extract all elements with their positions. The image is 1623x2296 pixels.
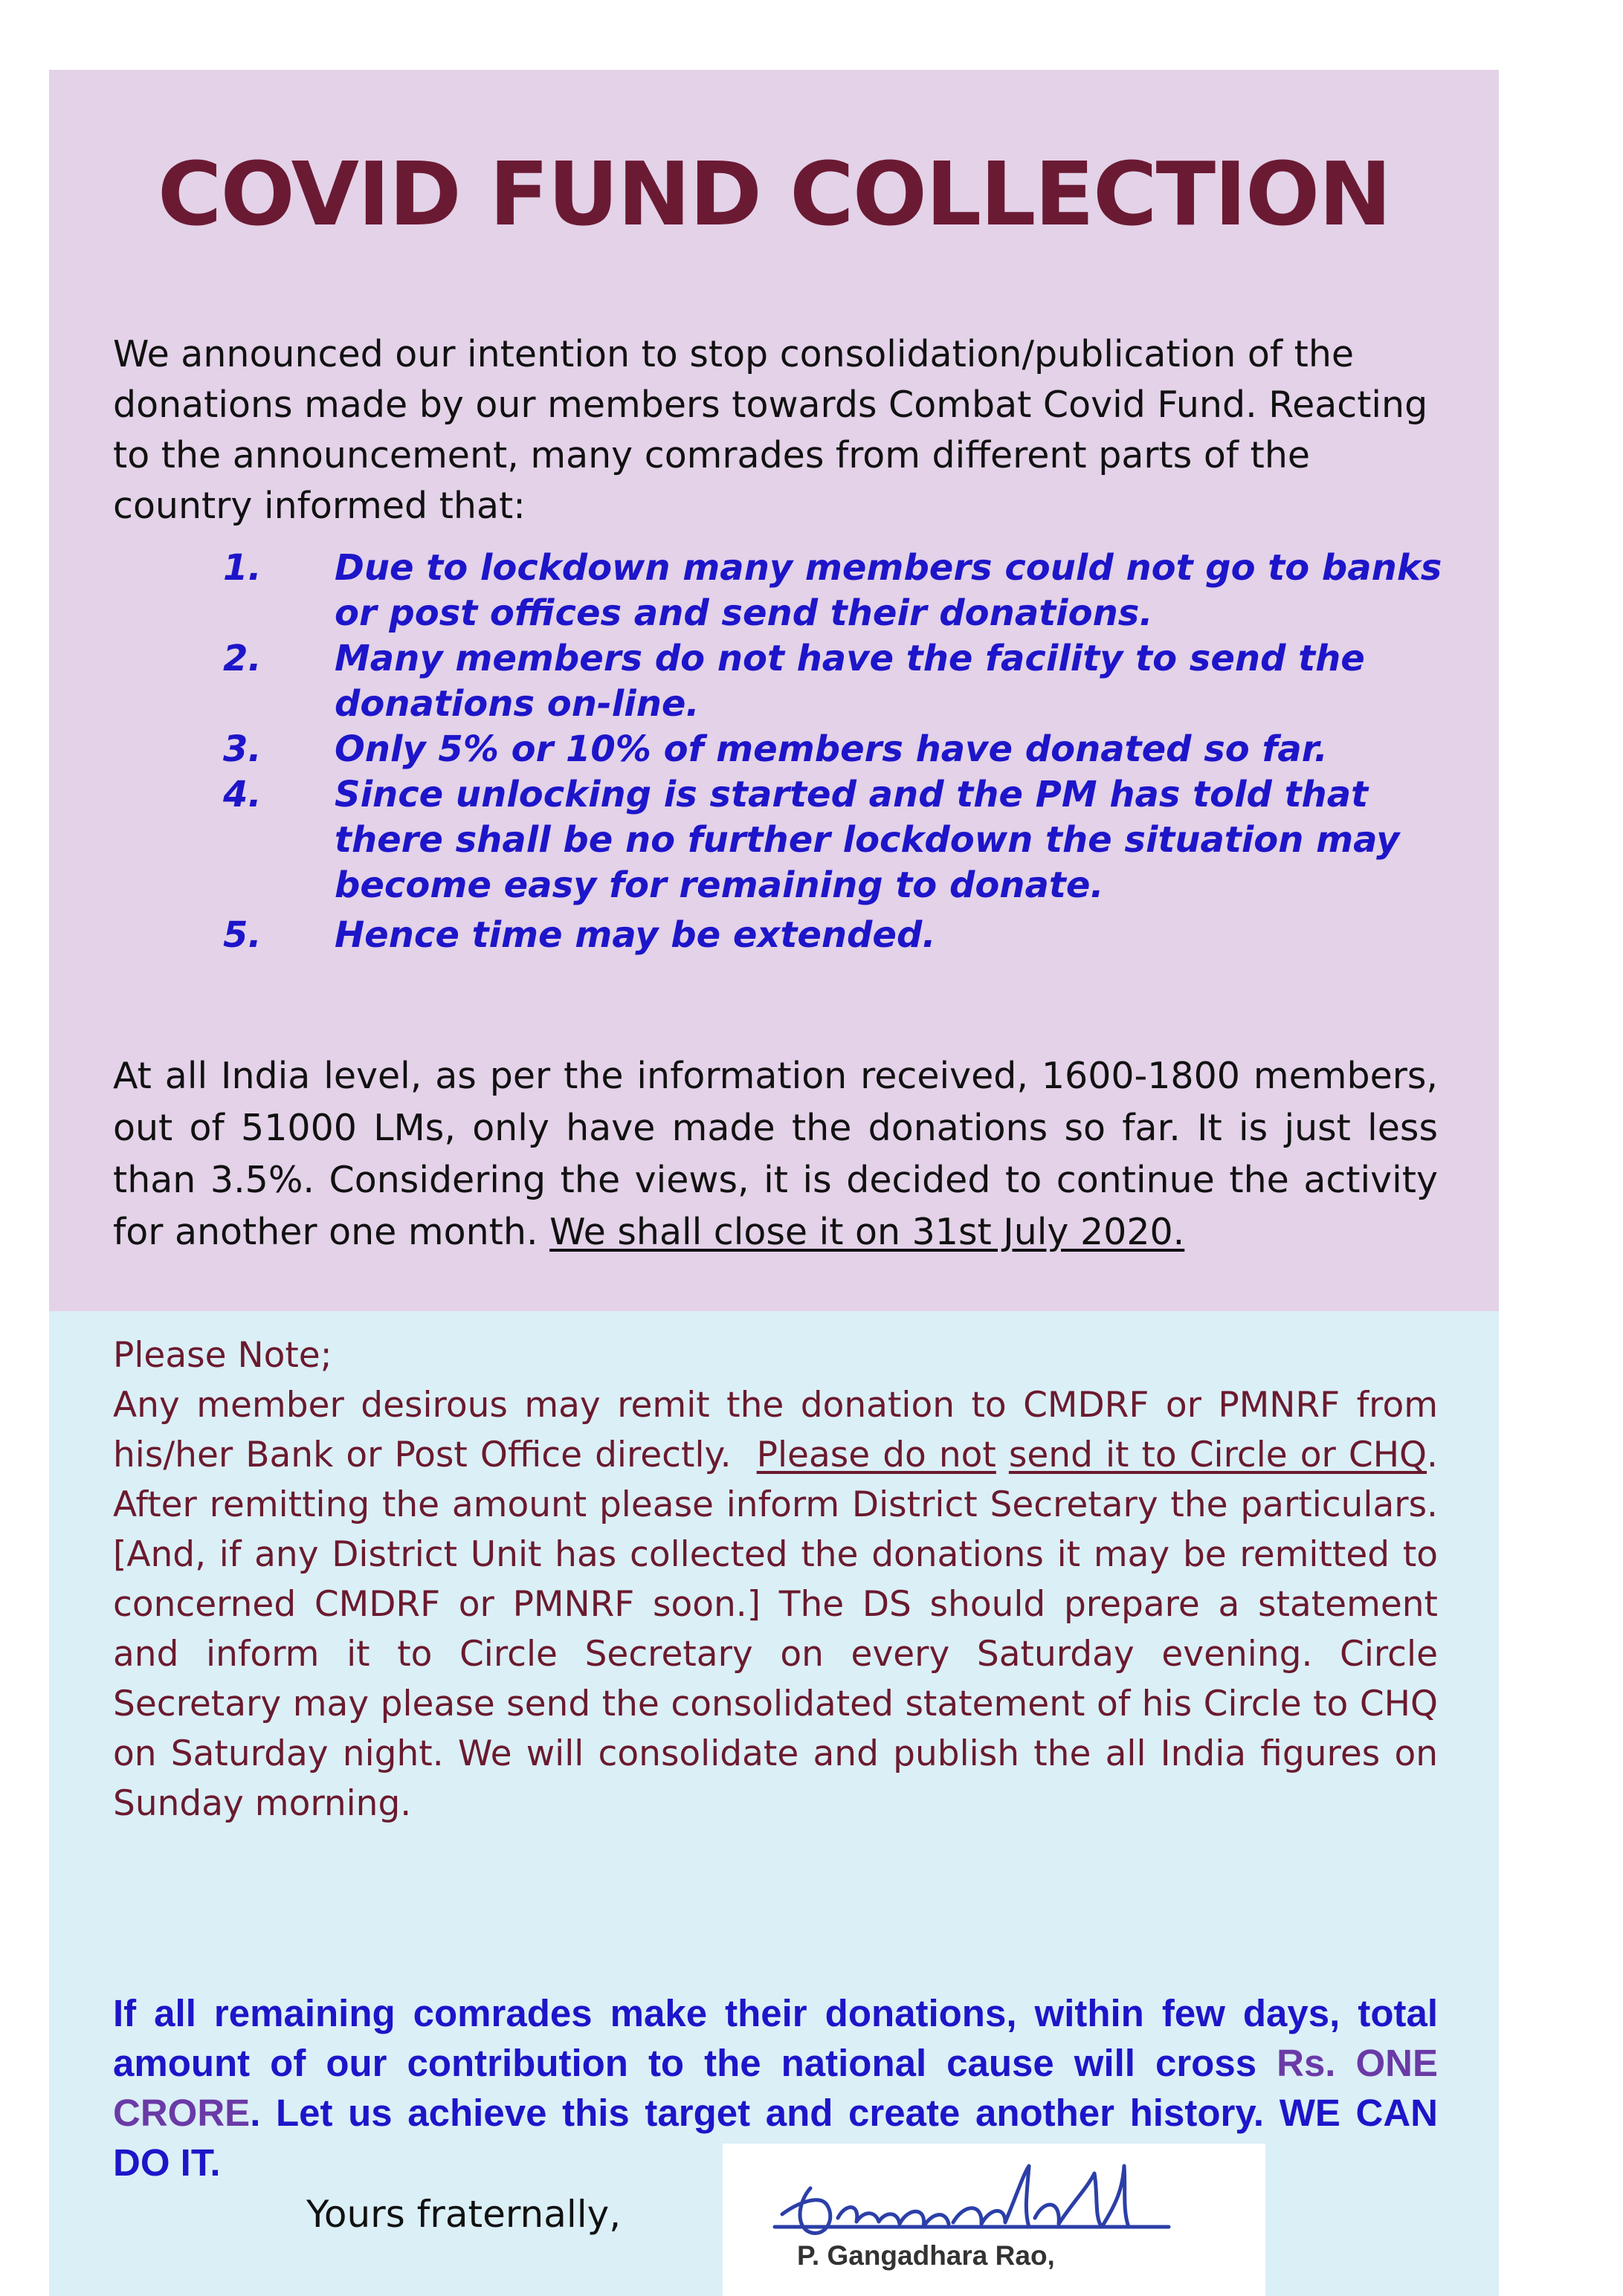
note-body bbox=[113, 1380, 1438, 1828]
intro-paragraph: We announced our intention to stop consolidation/publication of the donations made by our members towards Combat Covid Fund. Reacting to the announcement, many comrades from different parts of the country informed that: bbox=[113, 333, 1428, 527]
list-item-number: 2. bbox=[223, 638, 262, 679]
appeal-text: If all remaining comrades make their donations, within few days, total amount of our contribution to the national cause will cross bbox=[113, 1992, 1438, 2084]
list-item bbox=[223, 546, 1442, 636]
list-item bbox=[223, 772, 1442, 908]
note-text-continued: . After remitting the amount please inform District Secretary the particulars. [And, if any District Unit has collected the donations it may be remitted to concerned CMDRF or PMNRF soon.] The DS should prepare a statement and inform it to Circle Secretary on every Saturday evening. Circle Secretary may please send the consolidated statement of his Circle to CHQ on Saturday night. We will consolidate and publish the all India figures on Sunday morning. bbox=[113, 1435, 1438, 1824]
note-section bbox=[113, 1330, 1438, 1828]
summary-text: At all India level, as per the information received, 1600-1800 members, out of 51000 LMs, only have made the donations so far. It is just less than 3.5%. Considering the views, it is decided to continue the activity for another one month. bbox=[113, 1055, 1438, 1253]
list-item-number: 4. bbox=[223, 774, 262, 815]
list-item bbox=[223, 727, 1442, 772]
note-warning-1: Please do not bbox=[756, 1435, 996, 1475]
reasons-list bbox=[223, 546, 1442, 958]
notice-sheet bbox=[49, 70, 1499, 2296]
top-panel bbox=[49, 70, 1499, 1311]
note-heading: Please Note; bbox=[113, 1335, 332, 1376]
signatory-name: P. Gangadhara Rao, bbox=[797, 2240, 1055, 2271]
list-item-number: 3. bbox=[223, 728, 262, 770]
list-item-text: Since unlocking is started and the PM has told that there shall be no further lockdown the situation may become easy for remaining to donate. bbox=[335, 774, 1400, 906]
list-item-text: Only 5% or 10% of members have donated so far. bbox=[335, 728, 1328, 770]
list-item-number: 1. bbox=[223, 547, 262, 589]
closing-salutation: Yours fraternally, bbox=[306, 2193, 622, 2236]
list-item-text: Hence time may be extended. bbox=[335, 914, 936, 956]
list-item-text: Due to lockdown many members could not go to banks or post offices and send their donations. bbox=[335, 547, 1442, 634]
list-item-number: 5. bbox=[223, 914, 262, 956]
signature-block bbox=[723, 2144, 1265, 2296]
page-title: COVID FUND COLLECTION bbox=[157, 143, 1391, 245]
list-item-text: Many members do not have the facility to send the donations on-line. bbox=[335, 638, 1365, 725]
target-amount: Rs. ONE CRORE bbox=[113, 2042, 1439, 2134]
appeal-text-continued: . Let us achieve this target and create another history. WE CAN DO IT. bbox=[113, 2092, 1438, 2184]
note-warning-2: send it to Circle or CHQ bbox=[1008, 1435, 1427, 1475]
list-item bbox=[223, 636, 1442, 727]
closing-date-text: We shall close it on 31st July 2020. bbox=[549, 1211, 1185, 1253]
list-item bbox=[223, 913, 1442, 958]
note-text: Any member desirous may remit the donation to CMDRF or PMNRF from his/her Bank or Post Office directly. bbox=[113, 1385, 1438, 1475]
summary-paragraph bbox=[113, 1050, 1438, 1258]
